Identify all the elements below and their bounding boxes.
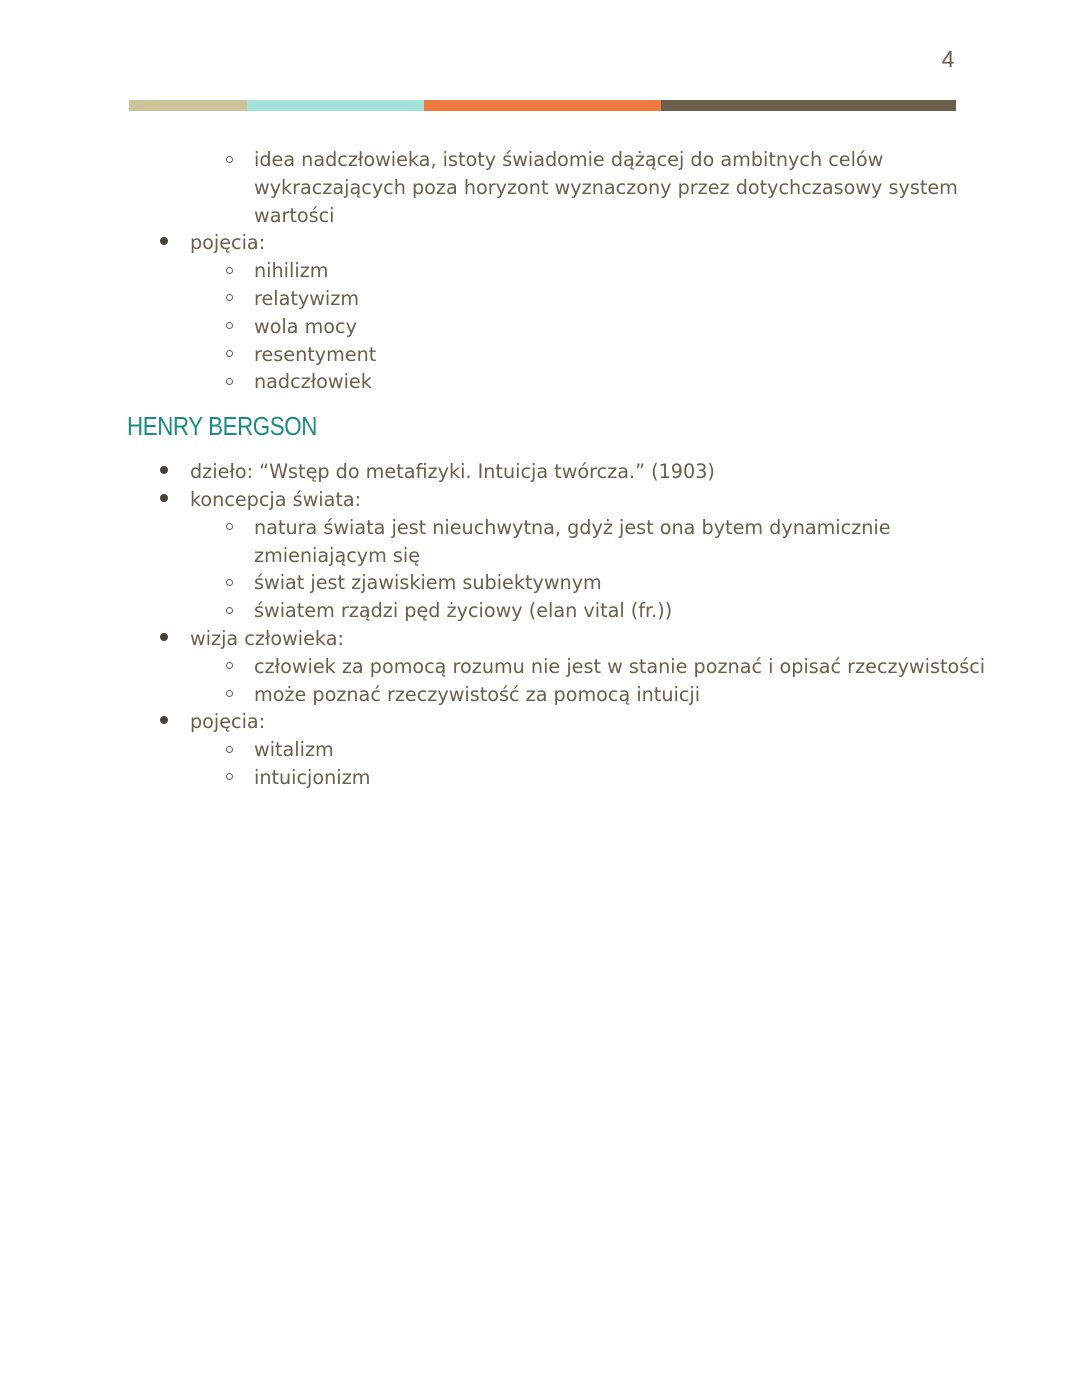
section-heading-text: HENRY BERGSON bbox=[127, 411, 317, 442]
concept-text: wola mocy bbox=[254, 314, 357, 338]
list-item-concepts-label bbox=[0, 229, 1080, 257]
list-item-world bbox=[0, 569, 1080, 597]
list-item-world bbox=[0, 597, 1080, 625]
hollow-bullet-icon bbox=[222, 341, 236, 369]
color-bar-segment-beige bbox=[129, 100, 247, 111]
hollow-bullet-icon bbox=[222, 653, 236, 681]
hollow-bullet-icon bbox=[222, 146, 236, 174]
bullet-icon bbox=[158, 458, 170, 486]
idea-text-line-1: idea nadczłowieka, istoty świadomie dążącej do ambitnych celów bbox=[254, 148, 884, 171]
hollow-bullet-icon bbox=[222, 569, 236, 597]
hollow-bullet-icon bbox=[222, 257, 236, 285]
list-item-human-label bbox=[0, 625, 1080, 653]
hollow-bullet-icon bbox=[222, 764, 236, 792]
concept-text: witalizm bbox=[254, 738, 334, 762]
list-item-concepts-label bbox=[0, 708, 1080, 736]
idea-text-line-3: wartości bbox=[254, 203, 335, 227]
hollow-bullet-icon bbox=[222, 597, 236, 625]
list-item-idea bbox=[0, 146, 1080, 174]
document-body bbox=[0, 146, 1080, 792]
list-item-work bbox=[0, 458, 1080, 486]
color-bar-segment-aqua bbox=[247, 100, 424, 111]
world-text-line-2: zmieniającym się bbox=[254, 543, 421, 567]
concept-text: nihilizm bbox=[254, 259, 329, 283]
concepts-label: pojęcia: bbox=[190, 231, 266, 255]
concepts-label: pojęcia: bbox=[190, 710, 266, 734]
world-text: światem rządzi pęd życiowy (elan vital (fr.)) bbox=[254, 599, 673, 623]
color-bar-segment-brown bbox=[661, 100, 956, 111]
idea-text-line-2: wykraczających poza horyzont wyznaczony przez dotychczasowy system bbox=[254, 175, 958, 199]
concept-text: intuicjonizm bbox=[254, 765, 371, 789]
concept-text: resentyment bbox=[254, 342, 377, 366]
hollow-bullet-icon bbox=[222, 514, 236, 542]
hollow-bullet-icon bbox=[222, 368, 236, 396]
hollow-bullet-icon bbox=[222, 736, 236, 764]
concept-text: nadczłowiek bbox=[254, 370, 372, 394]
work-text: dzieło: “Wstęp do metafizyki. Intuicja twórcza.” (1903) bbox=[190, 460, 715, 484]
list-item-idea-continued bbox=[0, 202, 1080, 230]
world-text-line-1: natura świata jest nieuchwytna, gdyż jest ona bytem dynamicznie bbox=[254, 515, 891, 539]
list-item-concept bbox=[0, 313, 1080, 341]
list-item-concept bbox=[0, 341, 1080, 369]
list-item-concept bbox=[0, 736, 1080, 764]
list-item-world-label bbox=[0, 486, 1080, 514]
list-item-concept bbox=[0, 368, 1080, 396]
bullet-icon bbox=[158, 486, 170, 514]
human-label: wizja człowieka: bbox=[190, 626, 344, 650]
section-heading bbox=[0, 396, 1080, 458]
color-bar-segment-orange bbox=[424, 100, 661, 111]
human-text: człowiek za pomocą rozumu nie jest w stanie poznać i opisać rzeczywistości bbox=[254, 654, 986, 678]
hollow-bullet-icon bbox=[222, 285, 236, 313]
list-item-concept bbox=[0, 764, 1080, 792]
header-color-bar bbox=[129, 100, 956, 111]
list-item-world-continued bbox=[0, 542, 1080, 570]
human-text: może poznać rzeczywistość za pomocą intuicji bbox=[254, 682, 701, 706]
bullet-icon bbox=[158, 229, 170, 257]
hollow-bullet-icon bbox=[222, 313, 236, 341]
concept-text: relatywizm bbox=[254, 286, 360, 310]
list-item-concept bbox=[0, 285, 1080, 313]
bullet-icon bbox=[158, 708, 170, 736]
list-item-concept bbox=[0, 257, 1080, 285]
list-item-human bbox=[0, 681, 1080, 709]
list-item-human bbox=[0, 653, 1080, 681]
list-item-idea-continued bbox=[0, 174, 1080, 202]
hollow-bullet-icon bbox=[222, 681, 236, 709]
page-number: 4 bbox=[941, 46, 955, 72]
world-text: świat jest zjawiskiem subiektywnym bbox=[254, 571, 602, 595]
world-label: koncepcja świata: bbox=[190, 487, 362, 511]
list-item-world bbox=[0, 514, 1080, 542]
bullet-icon bbox=[158, 625, 170, 653]
